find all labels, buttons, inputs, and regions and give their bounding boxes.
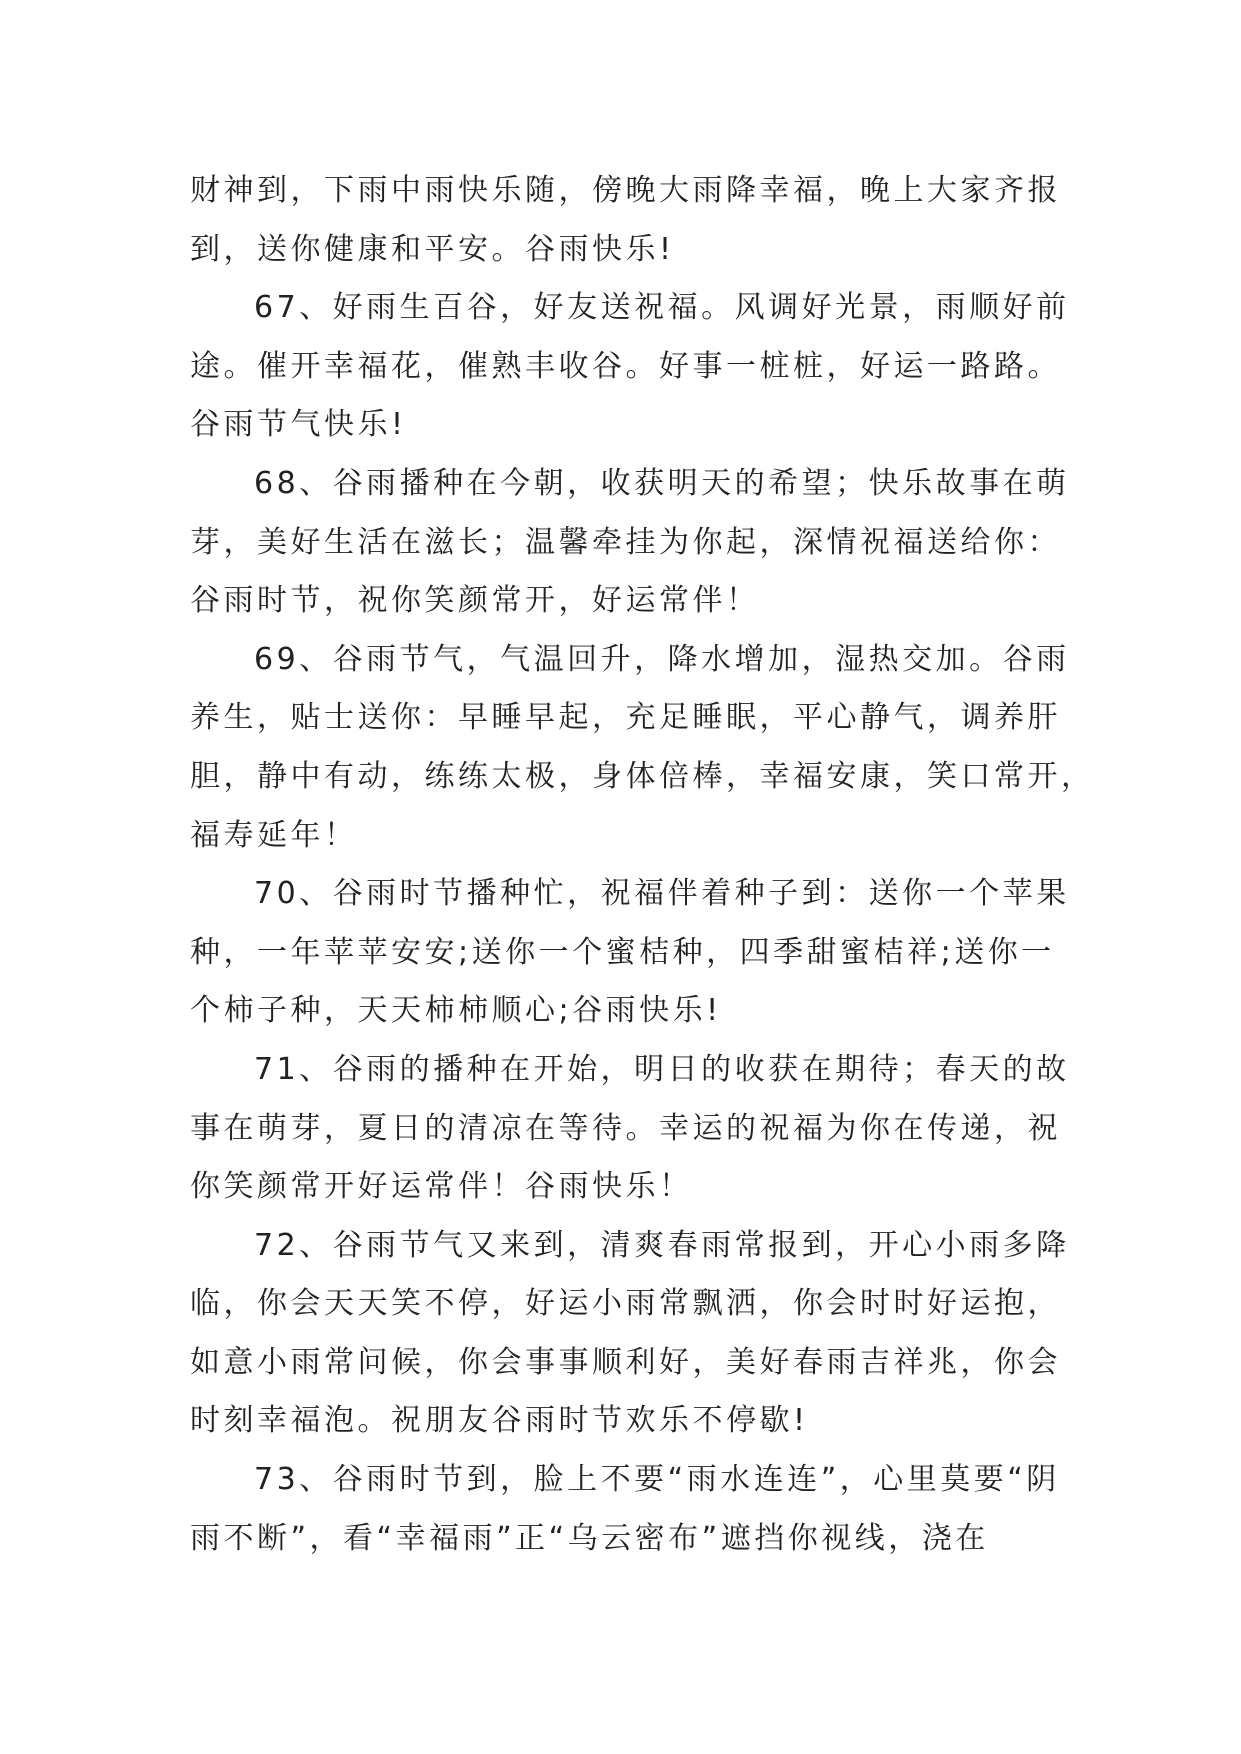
text-line: 芽，美好生活在滋长；温馨牵挂为你起，深情祝福送给你： [190,524,1061,560]
paragraph-continuation [190,162,1070,279]
text-line: 67、好雨生百谷，好友送祝福。风调好光景，雨顺好前 [254,290,1070,326]
paragraph-67 [190,279,1070,455]
text-line: 临，你会天天笑不停，好运小雨常飘洒，你会时时好运抱， [190,1286,1061,1322]
text-line: 雨不断”，看“幸福雨”正“乌云密布”遮挡你视线，浇在 [190,1520,989,1556]
text-line: 71、谷雨的播种在开始，明日的收获在期待；春天的故 [254,1051,1070,1087]
text-line: 种，一年苹苹安安;送你一个蜜桔种，四季甜蜜桔祥;送你一 [190,934,1055,970]
text-line: 73、谷雨时节到，脸上不要“雨水连连”，心里莫要“阴 [254,1462,1060,1498]
text-line: 途。催开幸福花，催熟丰收谷。好事一桩桩，好运一路路。 [190,348,1061,384]
text-line: 到，送你健康和平安。谷雨快乐! [190,231,675,267]
text-line: 谷雨节气快乐! [190,407,407,443]
text-line: 养生，贴士送你：早睡早起，充足睡眠，平心静气，调养肝 [190,700,1061,736]
paragraph-73 [190,1451,1070,1568]
text-line: 你笑颜常开好运常伴！谷雨快乐！ [190,1169,693,1205]
text-line: 69、谷雨节气，气温回升，降水增加，湿热交加。谷雨 [254,641,1070,677]
text-line: 68、谷雨播种在今朝，收获明天的希望；快乐故事在萌 [254,465,1070,501]
text-line: 个柿子种，天天柿柿顺心;谷雨快乐! [190,993,722,1029]
text-line: 胆，静中有动，练练太极，身体倍棒，幸福安康，笑口常开， [190,758,1095,794]
text-line: 72、谷雨节气又来到，清爽春雨常报到，开心小雨多降 [254,1227,1070,1263]
paragraph-69 [190,631,1095,865]
paragraph-72 [190,1217,1070,1451]
text-line: 时刻幸福泡。祝朋友谷雨时节欢乐不停歇! [190,1403,809,1439]
document-body [190,162,1095,1568]
paragraph-70 [190,865,1070,1041]
text-line: 财神到，下雨中雨快乐随，傍晚大雨降幸福，晚上大家齐报 [190,173,1061,208]
paragraph-68 [190,455,1070,631]
text-line: 如意小雨常问候，你会事事顺利好，美好春雨吉祥兆，你会 [190,1344,1061,1380]
text-line: 谷雨时节，祝你笑颜常开，好运常伴！ [190,583,760,619]
text-line: 70、谷雨时节播种忙，祝福伴着种子到：送你一个苹果 [254,876,1070,912]
text-line: 事在萌芽，夏日的清凉在等待。幸运的祝福为你在传递，祝 [190,1110,1061,1146]
text-line: 福寿延年！ [190,817,358,853]
paragraph-71 [190,1041,1070,1217]
